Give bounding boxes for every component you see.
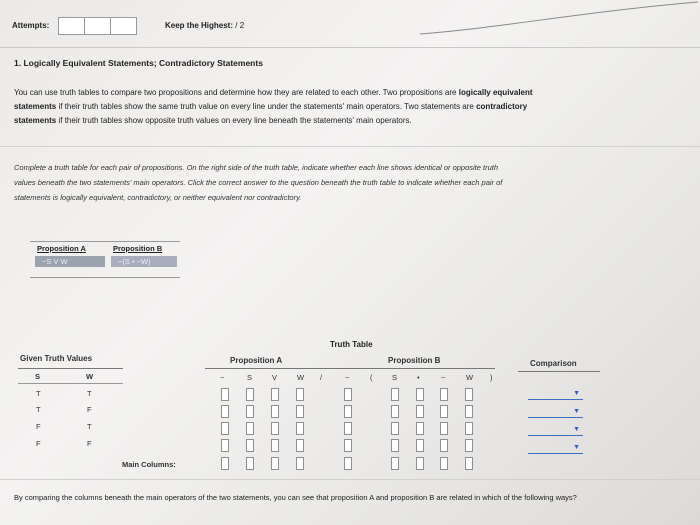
given-header-s: S (35, 372, 41, 381)
attempt-box-1 (58, 17, 85, 35)
instructions (14, 160, 694, 205)
comparison-dropdown-row-3[interactable] (528, 425, 583, 436)
given-row-4-w: F (87, 439, 92, 448)
prop-a-cell[interactable] (271, 405, 279, 418)
prop-b-symbol: ( (370, 373, 373, 382)
keep-value: / 2 (235, 21, 245, 30)
proposition-a-formula: ~S V W (42, 257, 68, 266)
proposition-a-header: Proposition A (230, 356, 283, 365)
question-text: By comparing the columns beneath the main operators of the two statements, you can see that proposition A and proposition B are related in which of the following ways? (14, 493, 577, 502)
prop-a-cell[interactable] (246, 439, 254, 452)
prop-b-cell[interactable] (440, 388, 448, 401)
dropdown-arrow-icon: ▼ (573, 390, 580, 397)
main-column-cell[interactable] (416, 457, 424, 470)
prop-a-cell[interactable] (271, 439, 279, 452)
header-swoosh (420, 0, 700, 40)
prop-b-cell[interactable] (344, 388, 352, 401)
given-row-1-w: T (87, 389, 92, 398)
table-divider (0, 479, 700, 480)
prop-b-cell[interactable] (416, 422, 424, 435)
proposition-b-label: Proposition B (113, 244, 163, 253)
prop-b-symbol: W (466, 373, 474, 382)
proposition-a-label: Proposition A (37, 244, 86, 253)
prop-a-cell[interactable] (296, 439, 304, 452)
intro-text-2: if their truth tables show the same truth value on every line under the statements' main operators. Two statements are (58, 102, 474, 111)
instructions-line-2: values beneath the two statements' main operators. Click the correct answer to the question beneath the truth table to indicate whether each pair of (14, 178, 503, 187)
main-column-cell[interactable] (246, 457, 254, 470)
prop-b-cell[interactable] (344, 405, 352, 418)
prop-a-cell[interactable] (296, 388, 304, 401)
prop-b-cell[interactable] (391, 388, 399, 401)
proposition-b-formula: ~(S • ~W) (118, 257, 151, 266)
main-column-cell[interactable] (344, 457, 352, 470)
given-values-label: Given Truth Values (20, 354, 93, 363)
prop-b-cell[interactable] (391, 439, 399, 452)
main-columns-label: Main Columns: (122, 460, 176, 469)
main-column-cell[interactable] (221, 457, 229, 470)
prop-b-cell[interactable] (416, 439, 424, 452)
given-row-4-s: F (36, 439, 41, 448)
keep-highest (165, 21, 244, 30)
comparison-header: Comparison (530, 359, 577, 368)
main-column-cell[interactable] (440, 457, 448, 470)
prop-b-cell[interactable] (440, 422, 448, 435)
header-divider (0, 47, 700, 48)
attempt-box-3 (110, 17, 137, 35)
prop-b-cell[interactable] (440, 439, 448, 452)
main-column-cell[interactable] (296, 457, 304, 470)
prop-a-cell[interactable] (221, 388, 229, 401)
instructions-line-1: Complete a truth table for each pair of propositions. On the right side of the truth table, indicate whether each line shows identical or opposite truth (14, 163, 499, 172)
prop-b-cell[interactable] (391, 405, 399, 418)
prop-b-cell[interactable] (440, 405, 448, 418)
intro-paragraph (14, 86, 694, 128)
prop-b-cell[interactable] (344, 422, 352, 435)
given-header-w: W (86, 372, 94, 381)
instructions-line-3: statements is logically equivalent, contradictory, or neither equivalent nor contradictory. (14, 193, 302, 202)
comparison-dropdown-row-2[interactable] (528, 407, 583, 418)
section-title: 1. Logically Equivalent Statements; Contradictory Statements (14, 58, 263, 68)
intro-divider (0, 146, 700, 147)
prop-a-cell[interactable] (271, 422, 279, 435)
given-row-2-s: T (36, 405, 41, 414)
prop-b-cell[interactable] (465, 422, 473, 435)
intro-bold-statements-b: statements (14, 116, 57, 125)
dropdown-arrow-icon: ▼ (573, 444, 580, 451)
dropdown-arrow-icon: ▼ (573, 408, 580, 415)
prop-a-cell[interactable] (296, 422, 304, 435)
prop-b-cell[interactable] (344, 439, 352, 452)
prop-b-symbol: ) (490, 373, 493, 382)
prop-b-cell[interactable] (416, 388, 424, 401)
prop-b-cell[interactable] (465, 405, 473, 418)
prop-b-symbol: S (392, 373, 398, 382)
prop-b-cell[interactable] (465, 439, 473, 452)
prop-b-symbol: ~ (345, 373, 350, 382)
prop-b-cell[interactable] (465, 388, 473, 401)
given-row-3-s: F (36, 422, 41, 431)
given-row-3-w: T (87, 422, 92, 431)
main-column-cell[interactable] (271, 457, 279, 470)
prop-b-symbol: ~ (441, 373, 446, 382)
given-row-2-w: F (87, 405, 92, 414)
intro-bold-contradictory: contradictory (476, 102, 528, 111)
main-column-cell[interactable] (465, 457, 473, 470)
prop-a-cell[interactable] (246, 422, 254, 435)
prop-a-cell[interactable] (221, 422, 229, 435)
prop-a-symbol: V (272, 373, 278, 382)
attempt-box-2 (84, 17, 111, 35)
keep-label: Keep the Highest: (165, 21, 234, 30)
prop-a-cell[interactable] (271, 388, 279, 401)
prop-b-cell[interactable] (391, 422, 399, 435)
intro-text-3: if their truth tables show opposite truth values on every line beneath the statements' main operators. (58, 116, 412, 125)
comparison-dropdown-row-4[interactable] (528, 443, 583, 454)
comparison-dropdown-row-1[interactable] (528, 389, 583, 400)
truth-table-title: Truth Table (330, 340, 373, 349)
prop-a-symbol: S (247, 373, 253, 382)
prop-a-cell[interactable] (221, 439, 229, 452)
prop-a-cell[interactable] (221, 405, 229, 418)
intro-text-1: You can use truth tables to compare two propositions and determine how they are related to each other. Two propositions are (14, 88, 457, 97)
prop-b-symbol: • (417, 373, 420, 382)
intro-bold-equivalent: logically equivalent (458, 88, 533, 97)
propositions-box (30, 235, 180, 280)
main-column-cell[interactable] (391, 457, 399, 470)
prop-a-symbol: W (297, 373, 305, 382)
dropdown-arrow-icon: ▼ (573, 426, 580, 433)
attempts-label: Attempts: (12, 21, 50, 30)
prop-b-cell[interactable] (416, 405, 424, 418)
given-row-1-s: T (36, 389, 41, 398)
proposition-b-header: Proposition B (388, 356, 441, 365)
prop-a-cell[interactable] (246, 405, 254, 418)
intro-bold-statements-a: statements (14, 102, 57, 111)
separator-slash: / (320, 373, 323, 382)
prop-a-cell[interactable] (246, 388, 254, 401)
prop-a-symbol: ~ (220, 373, 225, 382)
prop-a-cell[interactable] (296, 405, 304, 418)
